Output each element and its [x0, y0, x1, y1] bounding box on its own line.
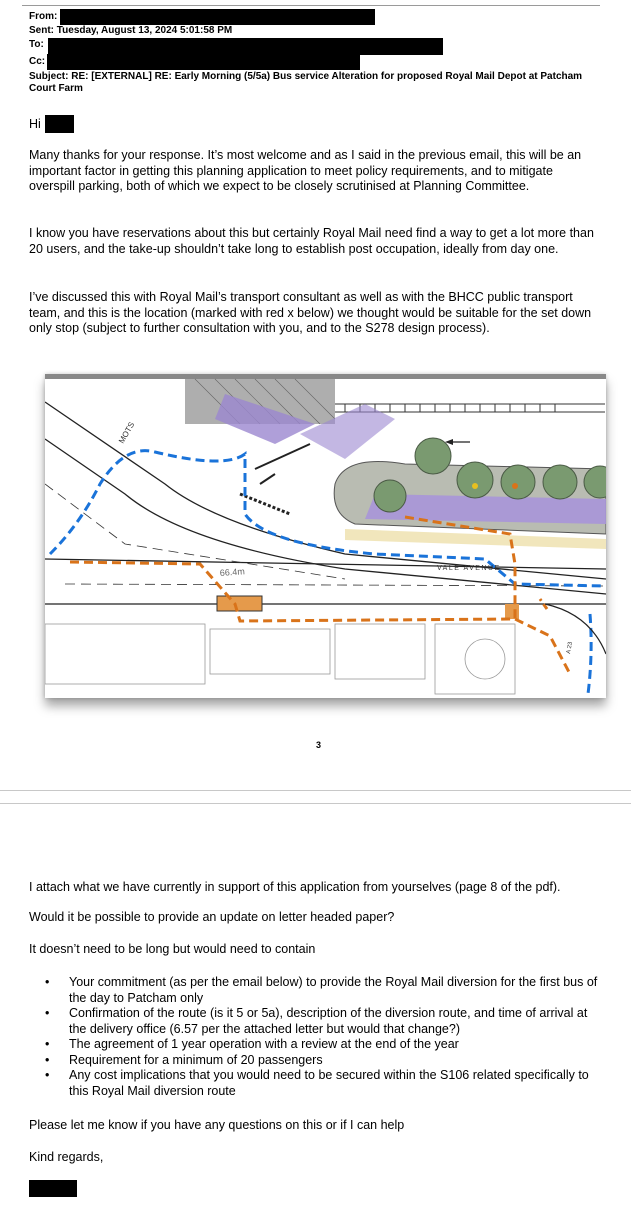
subject-value: RE: [EXTERNAL] RE: Early Morning (5/5a) Bus service Alteration for proposed Royal Mail Depot at Patcham Court Farm	[29, 71, 583, 94]
contain-paragraph: It doesn’t need to be long but would need to contain	[29, 942, 316, 956]
signoff: Kind regards,	[29, 1150, 104, 1164]
list-item: • The agreement of 1 year operation with a review at the end of the year	[45, 1037, 459, 1051]
from-label: From:	[29, 11, 58, 22]
to-label: To:	[29, 39, 44, 50]
bullet-icon: •	[45, 1068, 50, 1082]
paragraph-1: Many thanks for your response. It’s most welcome and as I said in the previous email, this will be an important factor in getting this planning application to meet policy requirements, and to mitigate overspill parking, both of which we expect to be closely scrutinised at Planning Committee.	[29, 148, 582, 193]
bullet-icon: •	[45, 1037, 50, 1051]
dimension-label: 66.4m	[219, 566, 246, 578]
page-separator-top	[0, 790, 631, 791]
requirements-list	[29, 975, 601, 1099]
site-plan-drawing	[45, 374, 606, 698]
paragraph-2: I know you have reservations about this but certainly Royal Mail need find a way to get a lot more than 20 users, and the take-up shouldn’t take long to establish post occupation, ideally from day one.	[29, 226, 594, 256]
subject-label: Subject:	[29, 71, 69, 82]
sent-value: Tuesday, August 13, 2024 5:01:58 PM	[56, 25, 233, 36]
page-number: 3	[316, 740, 322, 750]
bullet-icon: •	[45, 1006, 50, 1020]
signature-redaction	[29, 1180, 77, 1197]
road-label-mots: MOTS	[116, 420, 137, 445]
page-separator-bottom	[0, 803, 631, 804]
closing-line: Please let me know if you have any questions on this or if I can help	[29, 1118, 405, 1132]
subject-row	[29, 71, 604, 95]
sent-label: Sent:	[29, 25, 54, 36]
name-redaction	[45, 115, 74, 133]
to-redaction	[48, 38, 443, 55]
header-top-rule	[22, 5, 600, 6]
list-item: • Your commitment (as per the email below) to provide the Royal Mail diversion for the first bus of the day to Patcham only	[45, 975, 598, 1005]
cc-redaction	[47, 54, 360, 70]
update-request-paragraph: Would it be possible to provide an update on letter headed paper?	[29, 910, 395, 924]
bullet-icon: •	[45, 975, 50, 989]
list-item: • Confirmation of the route (is it 5 or 5a), description of the diversion route, and time of arrival at the delivery office (6.57 per the attached letter but would that change?)	[45, 1006, 588, 1036]
greeting: Hi	[29, 117, 41, 131]
list-item: • Requirement for a minimum of 20 passengers	[45, 1052, 323, 1067]
paragraph-3: I’ve discussed this with Royal Mail’s transport consultant as well as with the BHCC public transport team, and this is the location (marked with red x below) we thought would be suitable for the set down only stop (subject to further consultation with you, and to the S278 design process).	[29, 290, 592, 335]
road-label-a23: A 23	[566, 641, 575, 655]
sent-row	[29, 25, 232, 37]
attach-paragraph: I attach what we have currently in support of this application from yourselves (page 8 of the pdf).	[29, 880, 561, 894]
bullet-icon: •	[45, 1052, 50, 1067]
from-redaction	[60, 9, 375, 25]
list-item: • Any cost implications that you would need to be secured within the S106 related specifically to this Royal Mail diversion route	[45, 1068, 589, 1098]
site-plan-map	[45, 374, 606, 698]
cc-label: Cc:	[29, 56, 46, 67]
road-label-vale-avenue: VALE AVENUE	[437, 565, 501, 572]
